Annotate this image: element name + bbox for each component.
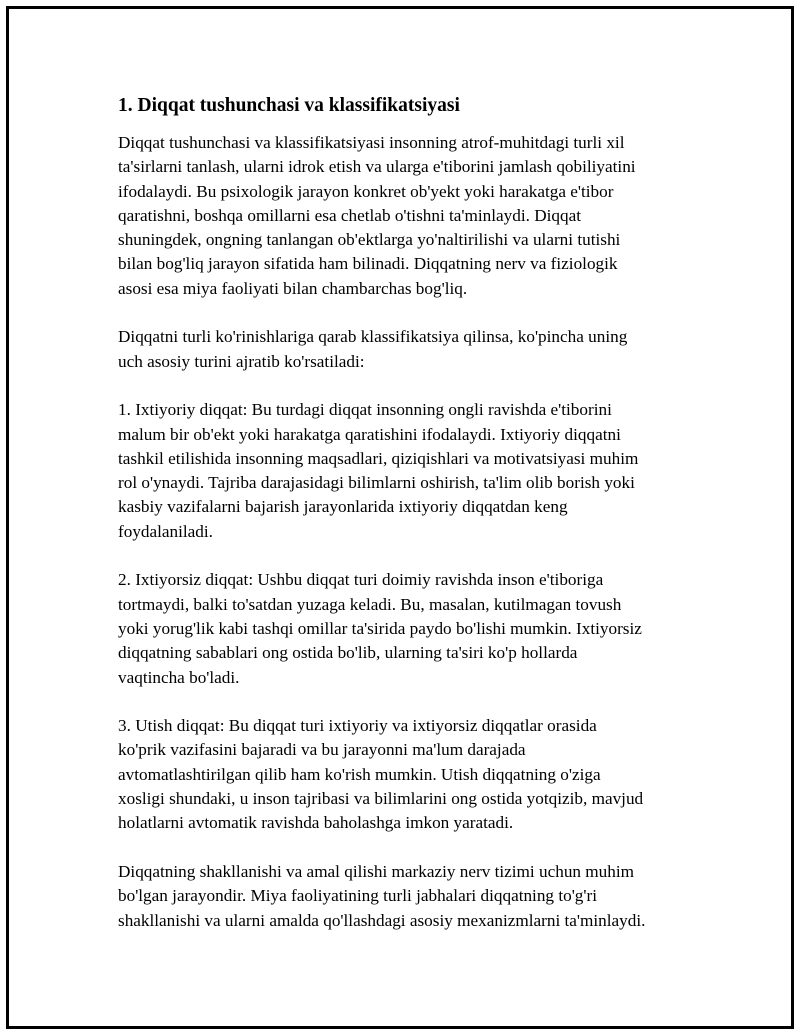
paragraph-involuntary-attention: 2. Ixtiyorsiz diqqat: Ushbu diqqat turi doimiy ravishda inson e'tiboriga tortmaydi, balki to'satdan yuzaga keladi. Bu, masalan, kutilmagan tovush yoki yorug'lik kabi tashqi omillar ta'sirida paydo bo'lishi mumkin. Ixtiyorsiz diqqatning sabablari ong ostida bo'lib, ularning ta'siri ko'p hollarda vaqtincha bo'ladi. — [118, 570, 642, 687]
paragraph-definition: Diqqat tushunchasi va klassifikatsiyasi insonning atrof-muhitdagi turli xil ta'sirlarni tanlash, ularni idrok etish va ularga e'tiborini jamlash qobiliyatini ifodalaydi. Bu psixologik jarayon konkret ob'yekt yoki harakatga e'tibor qaratishni, boshqa omillarni esa chetlab o'tishni ta'minlaydi. Diqqat shuningdek, ongning tanlangan ob'ektlarga yo'naltirilishi va ularni tutishi bilan bog'liq jarayon sifatida ham bilinadi. Diqqatning nerv va fiziologik asosi esa miya faoliyati bilan chambarchas bog'liq. — [118, 133, 636, 298]
section-heading: 1. Diqqat tushunchasi va klassifikatsiyasi — [118, 95, 460, 116]
paragraph-voluntary-attention: 1. Ixtiyoriy diqqat: Bu turdagi diqqat insonning ongli ravishda e'tiborini malum bir ob'ekt yoki harakatga qaratishini ifodalaydi. Ixtiyoriy diqqatni tashkil etilishida insonning maqsadlari, qiziqishlari va motivatsiyasi muhim rol o'ynaydi. Tajriba darajasidagi bilimlarni oshirish, ta'lim olib borish yoki kasbiy vazifalarni bajarish jarayonlarida ixtiyoriy diqqatdan keng foydalaniladi. — [118, 400, 639, 541]
document-body — [118, 93, 698, 957]
paragraph-conclusion: Diqqatning shakllanishi va amal qilishi markaziy nerv tizimi uchun muhim bo'lgan jarayondir. Miya faoliyatining turli jabhalari diqqatning to'g'ri shakllanishi va ularni amalda qo'llashdagi asosiy mexanizmlarni ta'minlaydi. — [118, 861, 646, 930]
paragraph-transitional-attention: 3. Utish diqqat: Bu diqqat turi ixtiyoriy va ixtiyorsiz diqqatlar orasida ko'prik vazifasini bajaradi va bu jarayonni ma'lum darajada avtomatlashtirilgan qilib ham ko'rish mumkin. Utish diqqatning o'ziga xosligi shundaki, u inson tajribasi va bilimlarini ong ostida yotqizib, mavjud holatlarni avtomatik ravishda baholashga imkon yaratadi. — [118, 716, 644, 833]
paragraph-classification-intro: Diqqatni turli ko'rinishlariga qarab klassifikatsiya qilinsa, ko'pincha uning uch asosiy turini ajratib ko'rsatiladi: — [118, 327, 628, 371]
